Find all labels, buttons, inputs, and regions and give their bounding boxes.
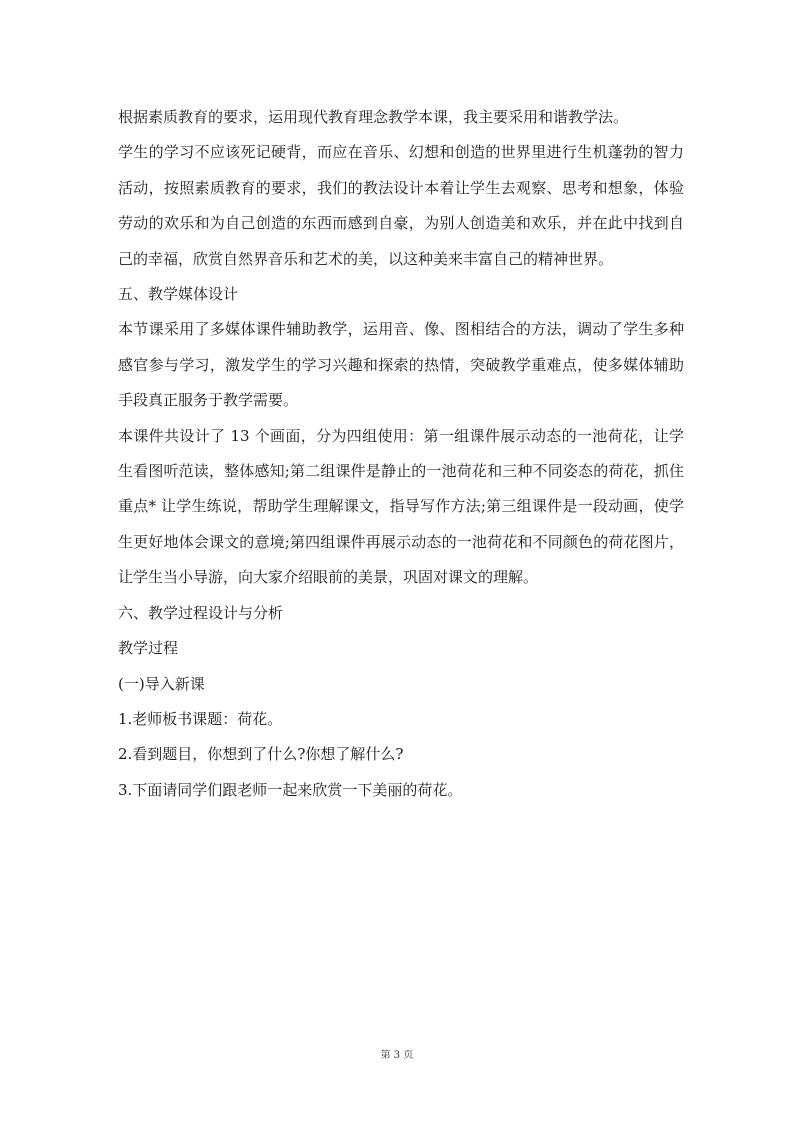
list-item: 2.看到题目，你想到了什么?你想了解什么? xyxy=(118,745,404,764)
page-number: 第 3 页 xyxy=(380,1050,414,1061)
paragraph: 根据素质教育的要求，运用现代教育理念教学本课，我主要采用和谐教学法。 xyxy=(118,108,629,126)
document-body xyxy=(118,100,684,808)
list-item: 1.老师板书课题：荷花。 xyxy=(118,709,283,728)
paragraph: 学生的学习不应该死记硬背，而应在音乐、幻想和创造的世界里进行生机蓬勃的智力活动，按照素质教育的要求，我们的教法设计本着让学生去观察、思考和想象，体验劳动的欢乐和为自己创造的东西而感到自豪，为别人创造美和欢乐，并在此中找到自己的幸福，欣赏自然界音乐和艺术的美，以这种美来丰富自己的精神世界。 xyxy=(118,143,684,268)
paragraph: 本课件共设计了 13 个画面，分为四组使用：第一组课件展示动态的一池荷花，让学生看图听范读，整体感知;第二组课件是静止的一池荷花和三种不同姿态的荷花，抓住重点* 让学生练说，帮助学生理解课文，指导写作方法;第三组课件是一段动画，使学生更好地体会课文的意境;第四组课件再展示动态的一池荷花和不同颜色的荷花图片，让学生当小导游，向大家介绍眼前的美景，巩固对课文的理解。 xyxy=(118,426,684,587)
list-item: 3.下面请同学们跟老师一起来欣赏一下美丽的荷花。 xyxy=(118,780,463,799)
subheading: (一)导入新课 xyxy=(118,674,205,693)
paragraph: 本节课采用了多媒体课件辅助教学，运用音、像、图相结合的方法，调动了学生多种感官参与学习，激发学生的学习兴趣和探索的热情，突破教学重难点，使多媒体辅助手段真正服务于教学需要。 xyxy=(118,320,684,410)
subheading: 教学过程 xyxy=(118,639,179,658)
section-heading: 五、教学媒体设计 xyxy=(118,285,239,304)
section-heading: 六、教学过程设计与分析 xyxy=(118,603,284,622)
